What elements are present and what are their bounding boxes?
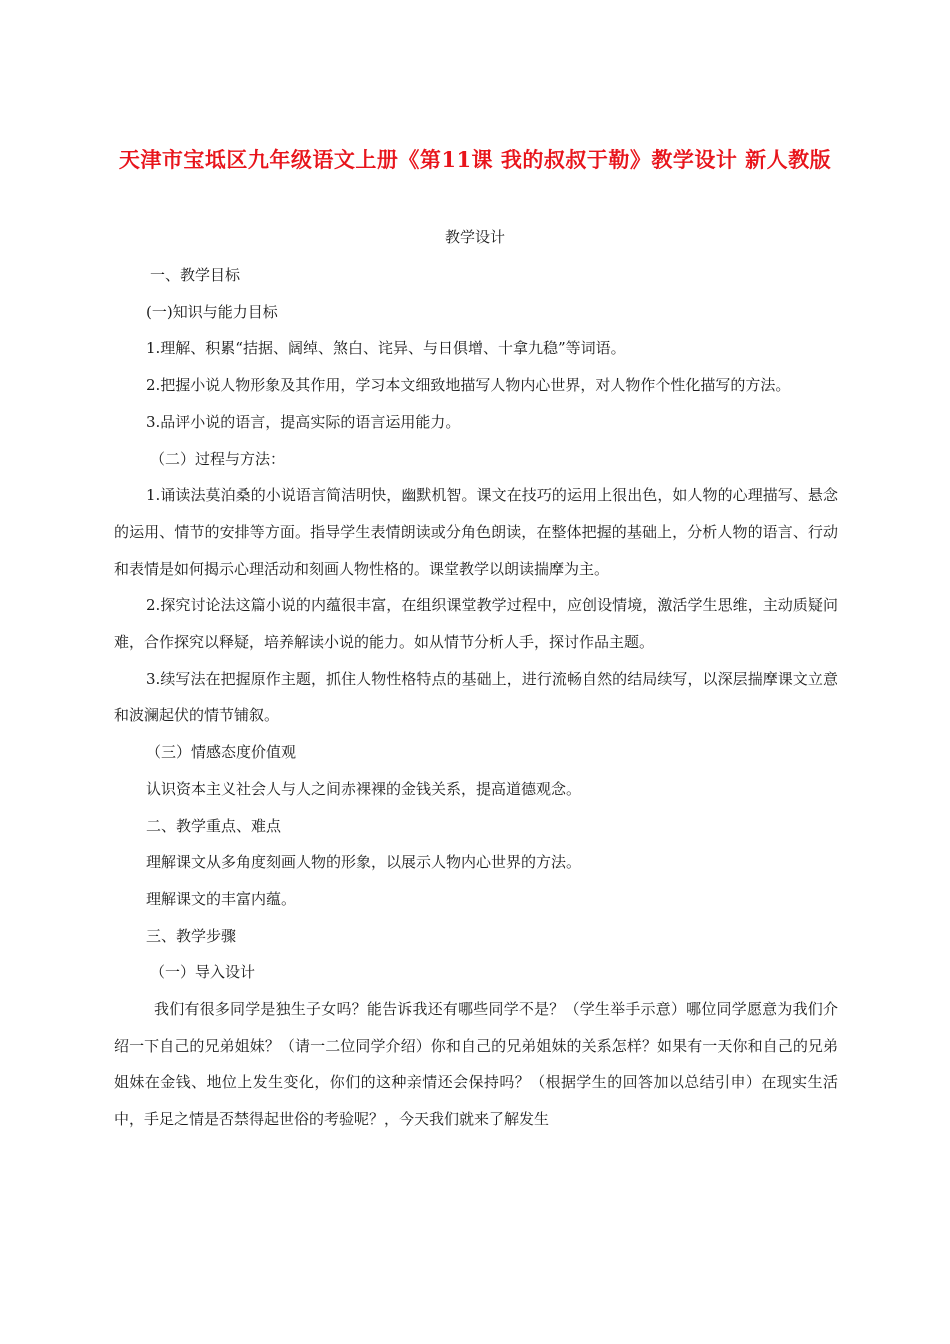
paragraph: 认识资本主义社会人与人之间赤裸裸的金钱关系，提高道德观念。: [146, 779, 582, 798]
paragraph: 一、教学目标: [150, 266, 241, 284]
paragraph: （一）导入设计: [150, 963, 256, 982]
document-title: 天津市宝坻区九年级语文上册《第11课 我的叔叔于勒》教学设计 新人教版: [118, 147, 832, 172]
paragraph: 我们有很多同学是独生子女吗？能告诉我还有哪些同学不是？（学生举手示意）哪位同学愿意为我们介绍一下自己的兄弟姐妹？（请一二位同学介绍）你和自己的兄弟姐妹的关系怎样？如果有一天你和自己的兄弟姐妹在金钱、地位上发生变化，你们的这种亲情还会保持吗？（根据学生的回答加以总结引申）在现实生活中，手足之情是否禁得起世俗的考验呢？，今天我们就来了解发生: [114, 1000, 838, 1129]
paragraph: 3.续写法在把握原作主题，抓住人物性格特点的基础上，进行流畅自然的结局续写，以深层揣摩课文立意和波澜起伏的情节铺叙。: [114, 669, 838, 725]
paragraph: 三、教学步骤: [146, 926, 237, 945]
paragraph: (一)知识与能力目标: [146, 302, 278, 321]
paragraph: （三）情感态度价值观: [146, 743, 297, 762]
paragraph: （二）过程与方法：: [150, 449, 286, 468]
paragraph: 2.探究讨论法这篇小说的内蕴很丰富，在组织课堂教学过程中，应创设情境，激活学生思维，主动质疑问难，合作探究以释疑，培养解读小说的能力。如从情节分析人手，探讨作品主题。: [114, 596, 838, 652]
paragraph: 1.诵读法莫泊桑的小说语言简洁明快，幽默机智。课文在技巧的运用上很出色，如人物的心理描写、悬念的运用、情节的安排等方面。指导学生表情朗读或分角色朗读，在整体把握的基础上，分析人物的语言、行动和表情是如何揭示心理活动和刻画人物性格的。课堂教学以朗读揣摩为主。: [114, 486, 838, 578]
paragraph: 二、教学重点、难点: [146, 816, 282, 835]
paragraph: 3.品评小说的语言，提高实际的语言运用能力。: [146, 412, 461, 431]
paragraph: 理解课文的丰富内蕴。: [146, 889, 297, 908]
paragraph: 2.把握小说人物形象及其作用，学习本文细致地描写人物内心世界，对人物作个性化描写的方法。: [146, 376, 791, 395]
paragraph: 理解课文从多角度刻画人物的形象，以展示人物内心世界的方法。: [146, 853, 582, 872]
document-subtitle: 教学设计: [444, 228, 505, 246]
paragraph: 1.理解、积累“拮据、阔绰、煞白、诧异、与日俱增、十拿九稳”等词语。: [146, 339, 626, 358]
document-body: [114, 257, 838, 1138]
